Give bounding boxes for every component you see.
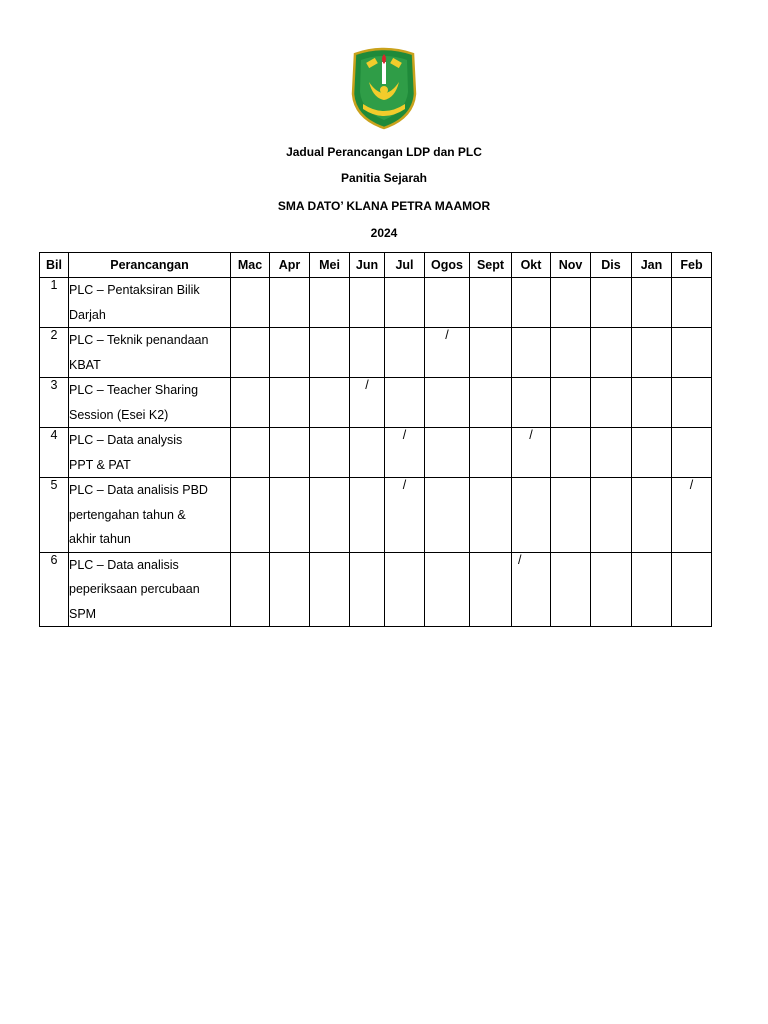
month-mark-cell: / — [512, 428, 551, 478]
plan-description — [69, 378, 231, 428]
month-mark-cell — [512, 328, 551, 378]
column-header: Nov — [551, 253, 591, 278]
month-mark-cell — [385, 278, 425, 328]
month-mark-cell — [231, 278, 270, 328]
table-row — [40, 328, 712, 378]
month-mark-cell — [512, 278, 551, 328]
month-mark-cell — [591, 328, 632, 378]
table-row — [40, 428, 712, 478]
month-mark-cell — [551, 378, 591, 428]
month-mark-cell: / — [512, 552, 551, 627]
description-line: PLC – Data analisis — [69, 557, 179, 572]
month-mark-cell: / — [385, 428, 425, 478]
month-mark-cell — [310, 378, 350, 428]
month-mark-cell — [350, 328, 385, 378]
column-header: Sept — [470, 253, 512, 278]
committee-name: Panitia Sejarah — [340, 171, 428, 185]
month-mark-cell — [551, 428, 591, 478]
month-mark-cell — [551, 552, 591, 627]
month-mark-cell — [350, 552, 385, 627]
month-mark-cell: / — [672, 478, 712, 553]
column-header: Bil — [40, 253, 69, 278]
month-mark-cell — [425, 378, 470, 428]
column-header: Mei — [310, 253, 350, 278]
month-mark-cell: / — [385, 478, 425, 553]
month-mark-cell — [350, 478, 385, 553]
column-header: Jun — [350, 253, 385, 278]
month-mark-cell — [231, 552, 270, 627]
row-number: 3 — [40, 378, 69, 428]
month-mark-cell — [425, 278, 470, 328]
month-mark-cell — [270, 552, 310, 627]
month-mark-cell — [470, 378, 512, 428]
month-mark-cell — [231, 378, 270, 428]
table-header-row — [40, 253, 712, 278]
month-mark-cell — [632, 478, 672, 553]
row-number: 6 — [40, 552, 69, 627]
description-line: PLC – Data analysis — [69, 433, 183, 447]
plan-description — [69, 478, 231, 553]
month-mark-cell — [231, 478, 270, 553]
description-line: PLC – Teknik penandaan — [69, 333, 209, 347]
month-mark-cell — [425, 552, 470, 627]
column-header: Okt — [512, 253, 551, 278]
description-line: PLC – Data analisis PBD — [69, 483, 208, 497]
description-line: Darjah — [69, 307, 106, 322]
year-label: 2024 — [370, 226, 398, 240]
month-mark-cell — [310, 328, 350, 378]
month-mark-cell — [591, 478, 632, 553]
plan-description — [69, 552, 231, 627]
row-number: 2 — [40, 328, 69, 378]
table-row — [40, 478, 712, 553]
month-mark-cell — [231, 428, 270, 478]
month-mark-cell — [470, 328, 512, 378]
school-name: SMA DATO’ KLANA PETRA MAAMOR — [277, 199, 491, 213]
month-mark-cell — [591, 428, 632, 478]
month-mark-cell — [270, 428, 310, 478]
month-mark-cell — [672, 378, 712, 428]
month-mark-cell: / — [425, 328, 470, 378]
table-row — [40, 378, 712, 428]
column-header: Feb — [672, 253, 712, 278]
month-mark-cell — [270, 328, 310, 378]
row-number: 4 — [40, 428, 69, 478]
description-line: PPT & PAT — [69, 457, 131, 472]
column-header: Dis — [591, 253, 632, 278]
description-line: PLC – Teacher Sharing — [69, 383, 199, 397]
month-mark-cell — [385, 328, 425, 378]
month-mark-cell — [632, 328, 672, 378]
month-mark-cell — [512, 378, 551, 428]
month-mark-cell — [385, 378, 425, 428]
month-mark-cell — [512, 478, 551, 553]
description-line: peperiksaan percubaan — [69, 582, 200, 596]
month-mark-cell — [632, 552, 672, 627]
month-mark-cell — [672, 278, 712, 328]
column-header: Ogos — [425, 253, 470, 278]
month-mark-cell — [350, 428, 385, 478]
planning-table — [39, 252, 712, 627]
month-mark-cell — [425, 428, 470, 478]
plan-description — [69, 328, 231, 378]
month-mark-cell — [551, 478, 591, 553]
description-line: SPM — [69, 606, 97, 621]
month-mark-cell — [270, 478, 310, 553]
column-header: Mac — [231, 253, 270, 278]
document-title: Jadual Perancangan LDP dan PLC — [286, 145, 482, 159]
month-mark-cell — [591, 278, 632, 328]
month-mark-cell — [310, 478, 350, 553]
month-mark-cell — [672, 552, 712, 627]
description-line: PLC – Pentaksiran Bilik — [69, 283, 200, 297]
column-header: Apr — [270, 253, 310, 278]
month-mark-cell — [231, 328, 270, 378]
month-mark-cell — [470, 478, 512, 553]
table-row — [40, 278, 712, 328]
month-mark-cell — [310, 552, 350, 627]
month-mark-cell — [632, 428, 672, 478]
month-mark-cell — [270, 278, 310, 328]
plan-description — [69, 428, 231, 478]
school-crest-logo — [349, 46, 419, 130]
month-mark-cell — [632, 278, 672, 328]
month-mark-cell — [270, 378, 310, 428]
month-mark-cell — [551, 278, 591, 328]
month-mark-cell — [470, 278, 512, 328]
month-mark-cell — [591, 552, 632, 627]
description-line: KBAT — [69, 357, 101, 372]
month-mark-cell — [672, 328, 712, 378]
month-mark-cell — [470, 428, 512, 478]
description-line: pertengahan tahun & — [69, 507, 186, 522]
description-line: akhir tahun — [69, 532, 131, 546]
month-mark-cell — [551, 328, 591, 378]
description-line: Session (Esei K2) — [69, 407, 169, 422]
month-mark-cell — [470, 552, 512, 627]
month-mark-cell — [632, 378, 672, 428]
month-mark-cell: / — [350, 378, 385, 428]
month-mark-cell — [385, 552, 425, 627]
column-header: Perancangan — [69, 253, 231, 278]
plan-description — [69, 278, 231, 328]
month-mark-cell — [425, 478, 470, 553]
month-mark-cell — [591, 378, 632, 428]
column-header: Jan — [632, 253, 672, 278]
month-mark-cell — [310, 278, 350, 328]
table-body — [40, 278, 712, 627]
row-number: 5 — [40, 478, 69, 553]
row-number: 1 — [40, 278, 69, 328]
table-row — [40, 552, 712, 627]
column-header: Jul — [385, 253, 425, 278]
month-mark-cell — [350, 278, 385, 328]
month-mark-cell — [310, 428, 350, 478]
month-mark-cell — [672, 428, 712, 478]
